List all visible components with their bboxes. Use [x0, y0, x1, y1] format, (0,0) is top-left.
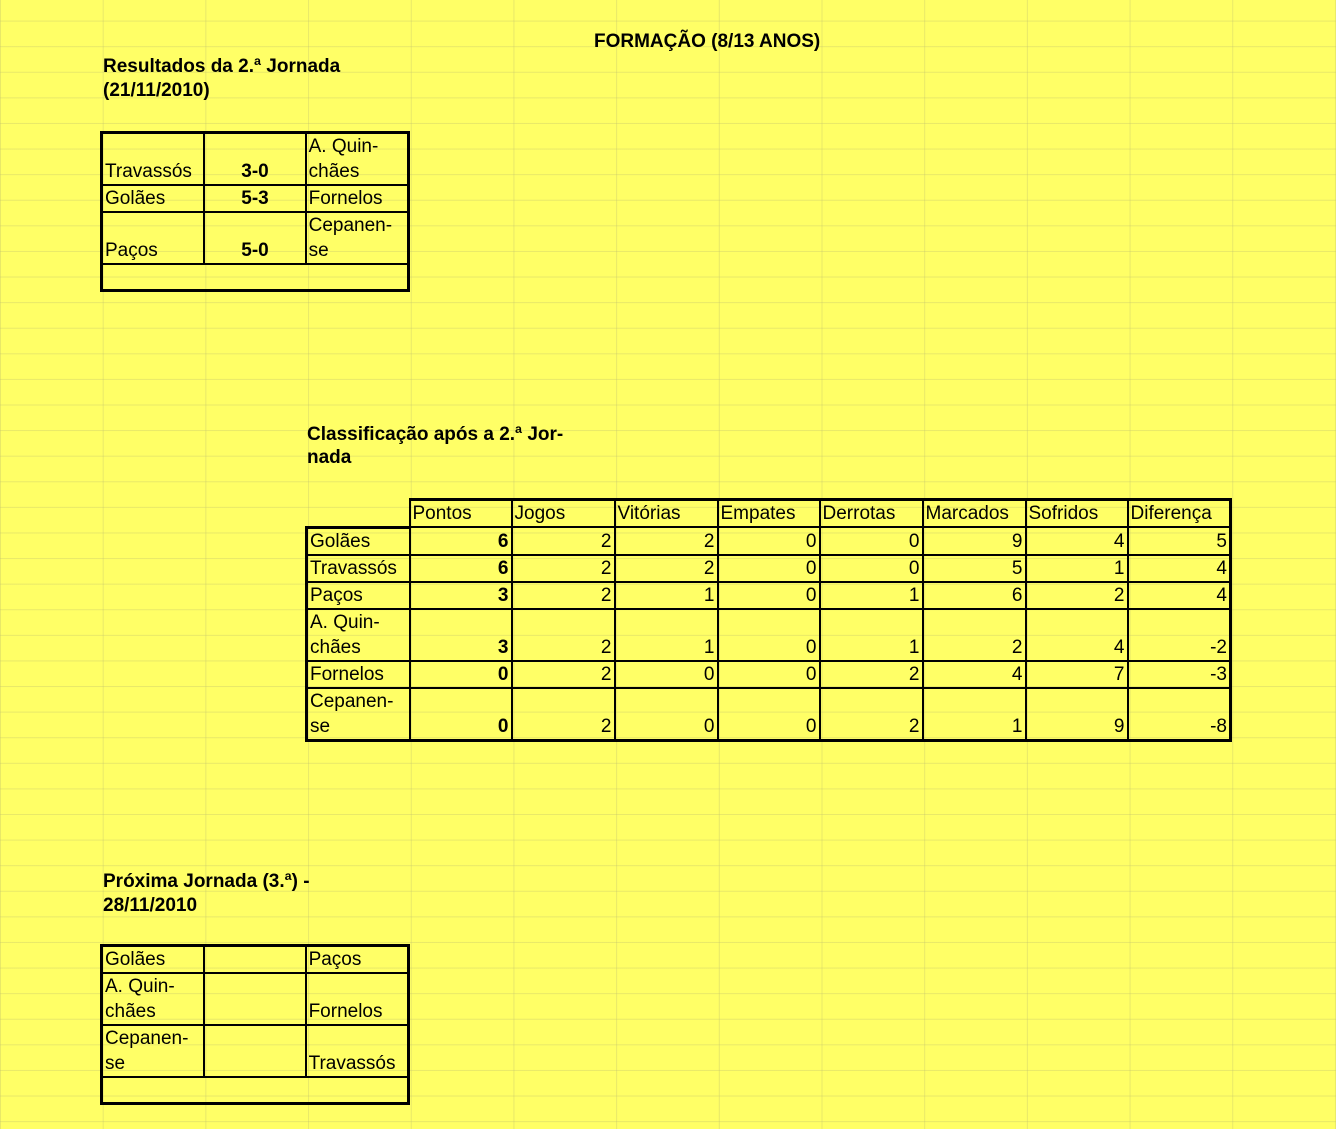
next-away-team: Travassós — [306, 1025, 409, 1077]
stat-cell: 0 — [615, 661, 718, 688]
stat-cell: 5 — [1128, 527, 1231, 555]
column-header: Jogos — [512, 500, 615, 528]
team-name-line1: A. Quin- — [105, 976, 175, 997]
stat-cell: 2 — [512, 555, 615, 582]
stat-cell: 0 — [615, 688, 718, 741]
standings-heading-line1: Classificação após a 2.ª Jor- — [307, 424, 564, 445]
column-header: Vitórias — [615, 500, 718, 528]
stat-cell: 2 — [512, 527, 615, 555]
team-name-line1: Cepanen- — [105, 1028, 189, 1049]
standings-heading — [307, 423, 563, 470]
stat-cell: -2 — [1128, 609, 1231, 661]
next-away-team: Fornelos — [306, 973, 409, 1025]
results-heading-line1: Resultados da 2.ª Jornada — [103, 56, 341, 77]
stat-cell: 1 — [615, 582, 718, 609]
next-home-team — [102, 973, 205, 1025]
empty-cell — [204, 973, 305, 1025]
team-name-line2: chães — [310, 636, 361, 658]
corner-cell — [307, 500, 410, 528]
stat-cell: -8 — [1128, 688, 1231, 741]
points-cell: 6 — [410, 555, 512, 582]
next-away-team: Paços — [306, 946, 409, 974]
column-header: Sofridos — [1026, 500, 1128, 528]
team-name-line2: chães — [105, 1001, 156, 1022]
stat-cell: -3 — [1128, 661, 1231, 688]
stat-cell: 2 — [512, 609, 615, 661]
next-home-team: Golães — [102, 946, 205, 974]
empty-cell — [102, 264, 409, 290]
results-home-team: Paços — [102, 212, 205, 264]
table-row — [307, 527, 1231, 555]
team-name-line1: Cepanen- — [308, 215, 393, 236]
stat-cell: 2 — [820, 661, 923, 688]
column-header: Marcados — [923, 500, 1026, 528]
results-score: 3-0 — [204, 133, 305, 186]
table-row-empty — [102, 1077, 409, 1103]
standings-header-row — [307, 500, 1231, 528]
column-header: Pontos — [410, 500, 512, 528]
stat-cell: 2 — [923, 609, 1026, 661]
table-row-empty — [102, 264, 409, 290]
team-name-line2: chães — [308, 161, 360, 182]
team-name — [307, 609, 410, 661]
stat-cell: 0 — [820, 527, 923, 555]
stat-cell: 0 — [718, 609, 820, 661]
next-round-heading-line1: Próxima Jornada (3.ª) - — [103, 871, 310, 892]
stat-cell: 4 — [1026, 527, 1128, 555]
team-name-line1: Cepanen- — [310, 690, 394, 712]
stat-cell: 4 — [923, 661, 1026, 688]
table-row — [102, 1025, 409, 1077]
stat-cell: 4 — [1026, 609, 1128, 661]
results-score: 5-3 — [204, 185, 305, 212]
points-cell: 6 — [410, 527, 512, 555]
points-cell: 3 — [410, 609, 512, 661]
stat-cell: 0 — [718, 555, 820, 582]
table-row — [307, 688, 1231, 741]
team-name: Travassós — [307, 555, 410, 582]
stat-cell: 7 — [1026, 661, 1128, 688]
stat-cell: 2 — [512, 661, 615, 688]
team-name-line2: se — [310, 715, 331, 737]
stat-cell: 1 — [1026, 555, 1128, 582]
stat-cell: 1 — [615, 609, 718, 661]
stat-cell: 9 — [1026, 688, 1128, 741]
team-name: Golães — [307, 527, 410, 555]
standings-heading-line2: nada — [307, 447, 352, 468]
table-row — [307, 609, 1231, 661]
points-cell: 0 — [410, 661, 512, 688]
table-row — [102, 212, 409, 264]
stat-cell: 2 — [512, 582, 615, 609]
table-row — [102, 946, 409, 974]
team-name-line1: A. Quin- — [310, 611, 380, 633]
results-away-team — [306, 212, 409, 264]
stat-cell: 4 — [1128, 582, 1231, 609]
results-score: 5-0 — [204, 212, 305, 264]
stat-cell: 1 — [820, 582, 923, 609]
team-name-line2: se — [308, 240, 329, 261]
team-name: Paços — [307, 582, 410, 609]
table-row — [307, 555, 1231, 582]
stat-cell: 1 — [820, 609, 923, 661]
results-heading — [103, 55, 340, 103]
stat-cell: 0 — [820, 555, 923, 582]
empty-cell — [204, 946, 305, 974]
table-row — [307, 582, 1231, 609]
stat-cell: 0 — [718, 582, 820, 609]
results-heading-line2: (21/11/2010) — [103, 80, 210, 101]
table-row — [102, 973, 409, 1025]
stat-cell: 6 — [923, 582, 1026, 609]
stat-cell: 2 — [615, 527, 718, 555]
stat-cell: 1 — [923, 688, 1026, 741]
results-home-team: Golães — [102, 185, 205, 212]
page-title: FORMAÇÃO (8/13 ANOS) — [594, 31, 821, 52]
results-home-team: Travassós — [102, 133, 205, 186]
results-table — [100, 131, 410, 292]
empty-cell — [102, 1077, 409, 1103]
stat-cell: 0 — [718, 527, 820, 555]
results-away-team — [306, 133, 409, 186]
stat-cell: 2 — [512, 688, 615, 741]
column-header: Empates — [718, 500, 820, 528]
empty-cell — [204, 1025, 305, 1077]
table-row — [102, 133, 409, 186]
stat-cell: 0 — [718, 688, 820, 741]
next-round-table — [100, 944, 410, 1105]
stat-cell: 2 — [820, 688, 923, 741]
points-cell: 0 — [410, 688, 512, 741]
stat-cell: 5 — [923, 555, 1026, 582]
team-name — [307, 688, 410, 741]
next-round-heading-line2: 28/11/2010 — [103, 895, 198, 916]
team-name-line2: se — [105, 1053, 126, 1074]
team-name-line1: A. Quin- — [308, 136, 379, 157]
stat-cell: 2 — [615, 555, 718, 582]
table-row — [102, 185, 409, 212]
stat-cell: 2 — [1026, 582, 1128, 609]
results-away-team: Fornelos — [306, 185, 409, 212]
column-header: Derrotas — [820, 500, 923, 528]
standings-table — [305, 498, 1232, 742]
table-row — [307, 661, 1231, 688]
column-header: Diferença — [1128, 500, 1231, 528]
stat-cell: 0 — [718, 661, 820, 688]
points-cell: 3 — [410, 582, 512, 609]
team-name: Fornelos — [307, 661, 410, 688]
next-home-team — [102, 1025, 205, 1077]
next-round-heading — [103, 870, 310, 918]
stat-cell: 4 — [1128, 555, 1231, 582]
stat-cell: 9 — [923, 527, 1026, 555]
